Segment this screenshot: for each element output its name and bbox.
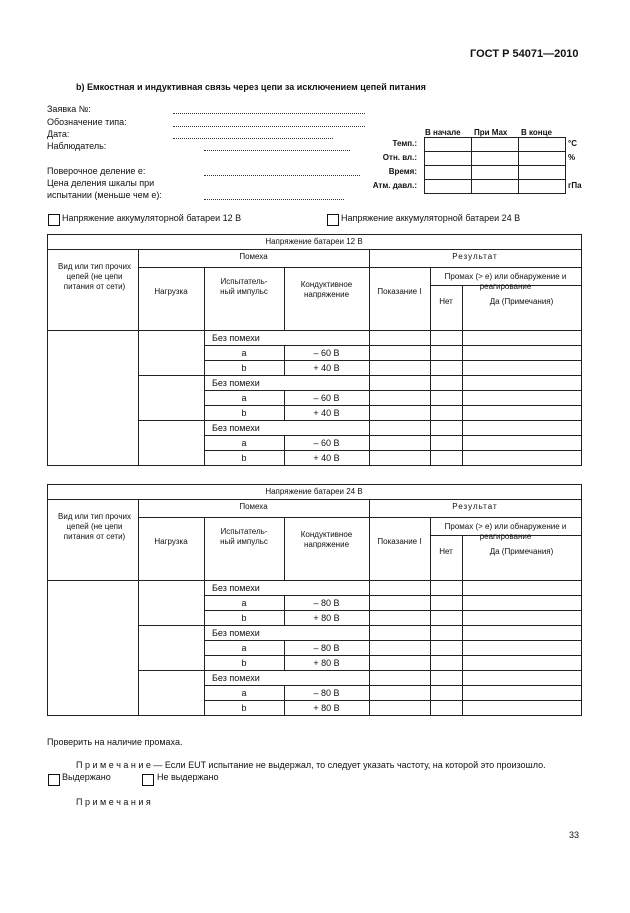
col-yes: Да (Примечания) bbox=[489, 547, 554, 556]
request-label: Заявка №: bbox=[47, 104, 91, 114]
env-pressure-label: Атм. давл.: bbox=[372, 181, 417, 190]
col-load: Нагрузка bbox=[154, 537, 188, 546]
battery-24v-label: Напряжение аккумуляторной батареи 24 В bbox=[341, 213, 521, 223]
no-interference: Без помехи bbox=[212, 583, 260, 593]
voltage-a: – 60 В bbox=[313, 438, 340, 448]
pulse-b: b bbox=[241, 363, 247, 373]
col-interference: Помеха bbox=[239, 502, 268, 511]
notes-heading: П р и м е ч а н и я bbox=[76, 797, 151, 807]
col-type: Вид или тип прочих цепей (не цепи питания от сети) bbox=[58, 512, 131, 541]
voltage-a: – 60 В bbox=[313, 393, 340, 403]
battery-24v-checkbox[interactable] bbox=[327, 214, 339, 226]
pulse-a: a bbox=[241, 688, 247, 698]
env-col-max: При Max bbox=[474, 128, 508, 137]
observer-field[interactable] bbox=[204, 150, 350, 151]
type-label: Обозначение типа: bbox=[47, 117, 127, 127]
request-field[interactable] bbox=[173, 113, 365, 114]
env-temp-label: Темп.: bbox=[392, 139, 417, 148]
table-title: Напряжение батареи 12 В bbox=[265, 237, 363, 246]
page-number: 33 bbox=[569, 830, 580, 840]
scale-label-2: испытании (меньше чем e): bbox=[47, 190, 162, 200]
voltage-a: – 80 В bbox=[313, 688, 340, 698]
pulse-a: a bbox=[241, 348, 247, 358]
col-conductive: Кондуктивное напряжение bbox=[300, 530, 353, 549]
voltage-b: + 80 В bbox=[313, 658, 340, 668]
no-interference: Без помехи bbox=[212, 423, 260, 433]
voltage-b: + 80 В bbox=[313, 703, 340, 713]
table-title: Напряжение батареи 24 В bbox=[265, 487, 363, 496]
voltage-a: – 60 В bbox=[313, 348, 340, 358]
voltage-b: + 40 В bbox=[313, 363, 340, 373]
pulse-a: a bbox=[241, 438, 247, 448]
no-interference: Без помехи bbox=[212, 628, 260, 638]
col-result: Результат bbox=[452, 502, 498, 511]
col-indication: Показание I bbox=[377, 287, 422, 296]
voltage-b: + 80 В bbox=[313, 613, 340, 623]
type-field[interactable] bbox=[173, 126, 365, 127]
env-col-start: В начале bbox=[425, 128, 461, 137]
col-error: Промах (> e) или обнаружение и реагирование bbox=[444, 522, 567, 541]
battery-12v-label: Напряжение аккумуляторной батареи 12 В bbox=[62, 213, 242, 223]
pulse-b: b bbox=[241, 613, 247, 623]
voltage-b: + 40 В bbox=[313, 453, 340, 463]
section-title: b) Емкостная и индуктивная связь через цепи за исключением цепей питания bbox=[76, 82, 426, 92]
verification-label: Поверочное деление e: bbox=[47, 166, 146, 176]
pulse-a: a bbox=[241, 643, 247, 653]
note-label: П р и м е ч а н и е bbox=[76, 760, 151, 770]
col-interference: Помеха bbox=[239, 252, 268, 261]
col-error: Промах (> e) или обнаружение и реагирование bbox=[444, 272, 567, 291]
scale-field[interactable] bbox=[204, 199, 344, 200]
no-interference: Без помехи bbox=[212, 333, 260, 343]
failed-checkbox[interactable] bbox=[142, 774, 154, 786]
env-temp-unit: °C bbox=[568, 139, 577, 148]
pulse-a: a bbox=[241, 598, 247, 608]
voltage-b: + 40 В bbox=[313, 408, 340, 418]
col-no: Нет bbox=[439, 297, 453, 306]
pulse-b: b bbox=[241, 408, 247, 418]
col-test-pulse: Испытатель- ный импульс bbox=[220, 527, 268, 546]
col-conductive: Кондуктивное напряжение bbox=[300, 280, 353, 299]
col-result: Результат bbox=[452, 252, 498, 261]
env-col-end: В конце bbox=[521, 128, 552, 137]
note-text: — Если EUT испытание не выдержал, то следует указать частоту, на которой это произошло. bbox=[150, 760, 546, 770]
col-indication: Показание I bbox=[377, 537, 422, 546]
col-no: Нет bbox=[439, 547, 453, 556]
pulse-b: b bbox=[241, 658, 247, 668]
col-yes: Да (Примечания) bbox=[489, 297, 554, 306]
passed-checkbox[interactable] bbox=[48, 774, 60, 786]
note-line bbox=[76, 760, 546, 770]
col-test-pulse: Испытатель- ный импульс bbox=[220, 277, 268, 296]
col-type: Вид или тип прочих цепей (не цепи питания от сети) bbox=[58, 262, 131, 291]
battery-12v-checkbox[interactable] bbox=[48, 214, 60, 226]
scale-label-1: Цена деления шкалы при bbox=[47, 178, 155, 188]
no-interference: Без помехи bbox=[212, 378, 260, 388]
date-field[interactable] bbox=[173, 138, 333, 139]
voltage-a: – 80 В bbox=[313, 643, 340, 653]
env-time-label: Время: bbox=[388, 167, 417, 176]
standard-number: ГОСТ Р 54071—2010 bbox=[470, 48, 579, 60]
env-humidity-unit: % bbox=[568, 153, 576, 162]
env-humidity-label: Отн. вл.: bbox=[382, 153, 417, 162]
failed-label: Не выдержано bbox=[157, 772, 219, 782]
passed-label: Выдержано bbox=[62, 772, 111, 782]
date-label: Дата: bbox=[47, 129, 70, 139]
check-text: Проверить на наличие промаха. bbox=[47, 737, 183, 747]
env-pressure-unit: гПа bbox=[568, 181, 582, 190]
observer-label: Наблюдатель: bbox=[47, 141, 107, 151]
verification-field[interactable] bbox=[204, 175, 360, 176]
col-load: Нагрузка bbox=[154, 287, 188, 296]
no-interference: Без помехи bbox=[212, 673, 260, 683]
environment-table bbox=[424, 137, 566, 194]
pulse-b: b bbox=[241, 453, 247, 463]
pulse-b: b bbox=[241, 703, 247, 713]
voltage-a: – 80 В bbox=[313, 598, 340, 608]
pulse-a: a bbox=[241, 393, 247, 403]
